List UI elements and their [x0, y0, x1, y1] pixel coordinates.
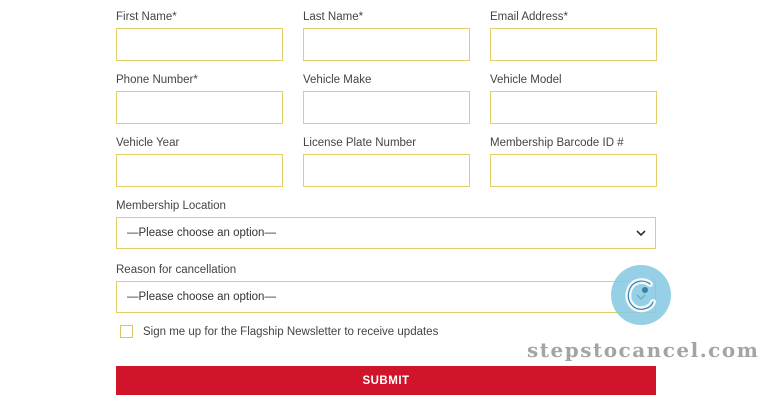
license-plate-input[interactable] — [303, 154, 470, 187]
cancel-reason-field — [116, 253, 656, 313]
vehicle-model-field — [490, 63, 657, 124]
membership-location-value: —Please choose an option— — [127, 227, 276, 239]
license-plate-field — [303, 126, 470, 187]
last-name-label: Last Name* — [303, 11, 364, 23]
license-plate-label: License Plate Number — [303, 137, 417, 149]
vehicle-make-label: Vehicle Make — [303, 74, 372, 86]
newsletter-option — [120, 325, 438, 338]
phone-field — [116, 63, 283, 124]
email-field — [490, 0, 657, 61]
first-name-field — [116, 0, 283, 61]
phone-label: Phone Number* — [116, 74, 198, 86]
newsletter-checkbox[interactable] — [120, 325, 133, 338]
phone-input[interactable] — [116, 91, 283, 124]
email-input[interactable] — [490, 28, 657, 61]
vehicle-make-input[interactable] — [303, 91, 470, 124]
c-logo-icon — [619, 273, 663, 317]
membership-barcode-input[interactable] — [490, 154, 657, 187]
membership-location-field — [116, 189, 656, 249]
cancel-reason-value: —Please choose an option— — [127, 291, 276, 303]
cancel-reason-label: Reason for cancellation — [116, 264, 237, 276]
cancel-reason-select[interactable] — [116, 281, 656, 313]
vehicle-year-input[interactable] — [116, 154, 283, 187]
form-row-2 — [116, 63, 656, 124]
watermark-logo — [611, 265, 671, 325]
vehicle-year-label: Vehicle Year — [116, 137, 180, 149]
membership-location-label: Membership Location — [116, 200, 226, 212]
vehicle-model-label: Vehicle Model — [490, 74, 562, 86]
vehicle-year-field — [116, 126, 283, 187]
vehicle-make-field — [303, 63, 470, 124]
last-name-field — [303, 0, 470, 61]
submit-button[interactable]: SUBMIT — [116, 366, 656, 395]
newsletter-label: Sign me up for the Flagship Newsletter to receive updates — [143, 325, 439, 338]
membership-barcode-field — [490, 126, 657, 187]
watermark-text: stepstocancel.com — [527, 338, 760, 362]
form-row-3 — [116, 126, 656, 187]
membership-barcode-label: Membership Barcode ID # — [490, 137, 624, 149]
vehicle-model-input[interactable] — [490, 91, 657, 124]
chevron-down-icon — [635, 227, 647, 239]
form-row-1 — [116, 0, 656, 61]
first-name-input[interactable] — [116, 28, 283, 61]
email-label: Email Address* — [490, 11, 568, 23]
first-name-label: First Name* — [116, 11, 177, 23]
last-name-input[interactable] — [303, 28, 470, 61]
membership-location-select[interactable] — [116, 217, 656, 249]
